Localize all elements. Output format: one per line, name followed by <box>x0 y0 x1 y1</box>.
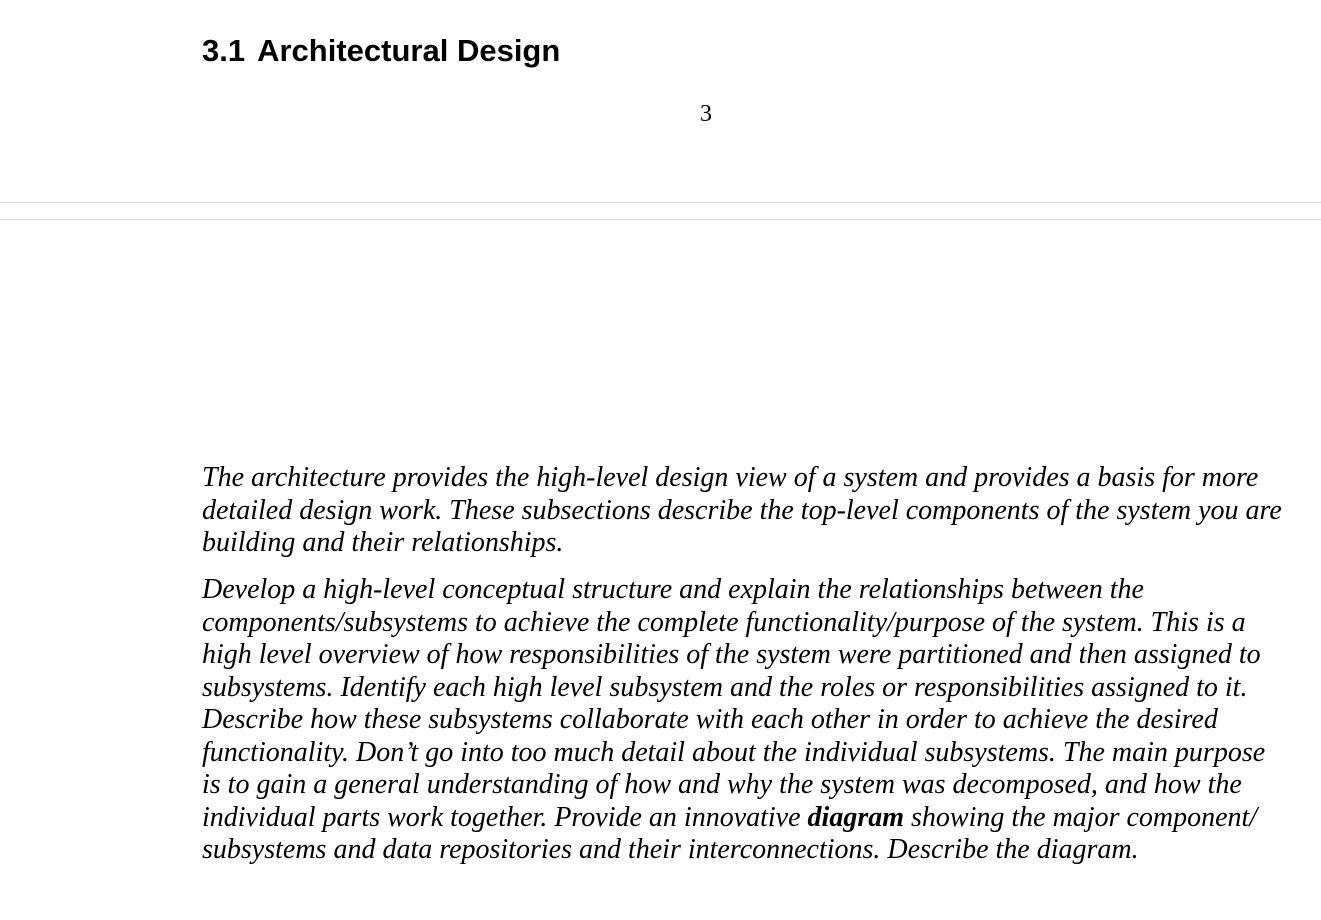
previous-page-footer <box>0 0 1321 203</box>
instruction-paragraph <box>202 574 1282 867</box>
section-title: Architectural Design <box>257 33 561 68</box>
page-break <box>0 202 1321 220</box>
instruction-text-end: showing the major component/ subsystems and data repositories and their interconnections. Describe the diagram. <box>202 801 1258 865</box>
intro-paragraph: The architecture provides the high-level design view of a system and provides a basis for more detailed design work. These subsections describe the top-level components of the system you are building and their relationships. <box>202 462 1282 558</box>
page-number: 3 <box>700 101 712 127</box>
diagram-emphasis: diagram <box>807 801 905 833</box>
section-number: 3.1 <box>202 33 246 68</box>
instruction-text-start: Develop a high-level conceptual structure and explain the relationships between the components/subsystems to achieve the complete functionality/purpose of the system. This is a high level overview of how responsibilities of the system were partitioned and then assigned to subsystems. Identify each high level subsystem and the roles or responsibilities assigned to it. Describe how these subsystems collaborate with each other in order to achieve the desired functionality. Don’t go into too much detail about the individual subsystems. The main purpose is to gain a general understanding of how and why the system was decomposed, and how the individual parts work together. Provide an innovative <box>202 574 1266 833</box>
section-heading <box>202 31 560 71</box>
